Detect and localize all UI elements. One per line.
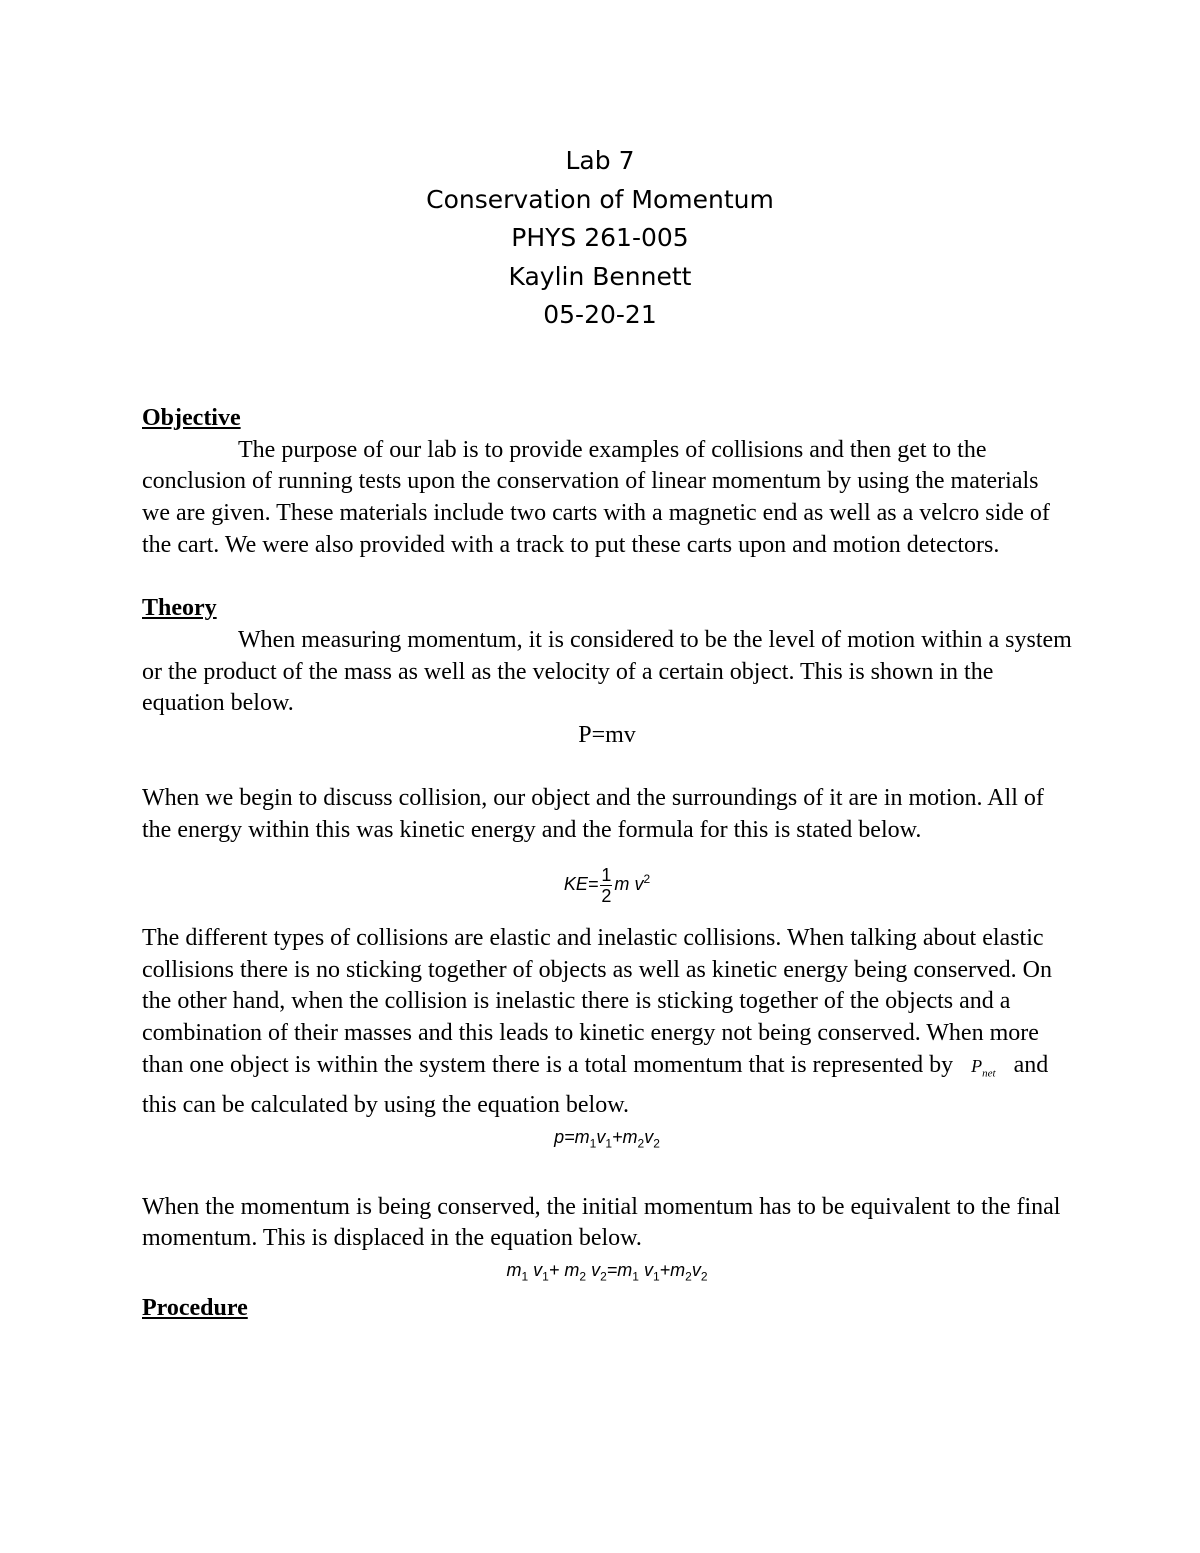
ke-numerator: 1 [601,864,612,885]
theory-paragraph-1: When measuring momentum, it is considered to be the level of motion within a system or the product of the mass as well as the velocity of a certain object. This is shown in the equation below. [142,626,1072,717]
procedure-heading: Procedure [142,1295,248,1322]
eq3-m2: m [622,1126,638,1147]
eq4-m1a: m [506,1260,522,1281]
eq4-sub-a: 1 [521,1269,529,1284]
author-name: Kaylin Bennett [508,261,692,291]
eq4-v1a: v [533,1260,543,1281]
ke-denominator: 2 [601,885,612,906]
eq4-plus2: + [659,1260,671,1281]
kinetic-energy-equation [142,847,1072,911]
eq3-sub3: 2 [637,1136,645,1151]
eq3-plus: + [612,1126,623,1147]
eq4-sub-b: 1 [542,1269,549,1284]
eq4-plus1: + [548,1260,565,1281]
ke-lhs: KE= [563,873,599,894]
momentum-equation: P=mv [578,722,636,749]
eq4-m2a: m [564,1260,580,1281]
lab-title: Conservation of Momentum [426,184,774,214]
pnet-subscript: net [982,1067,996,1080]
eq3-v2: v [644,1126,654,1147]
report-date: 05-20-21 [543,300,657,329]
eq4-sub-h: 2 [700,1269,708,1284]
theory-paragraph-2: When we begin to discuss collision, our object and the surroundings of it are in motion. All of the energy within this was kinetic energy and the formula for this is stated below. [142,785,1044,844]
ke-fraction [600,865,612,906]
pnet-symbol [971,1055,996,1080]
ke-mass: m [614,873,630,894]
pnet-letter: P [971,1055,983,1076]
eq4-sub-d: 2 [600,1269,607,1284]
theory-paragraph-3b: and this can be calculated by using the equation below. [142,1051,1049,1118]
objective-text: The purpose of our lab is to provide examples of collisions and then get to the conclusion of running tests upon the conservation of linear momentum by using the materials we are given. These materials include two carts with a magnetic end as well as a velcro side of the cart. We were also provided with a track to put these carts upon and motion detectors. [142,436,1050,558]
eq4-sub-c: 2 [579,1269,587,1284]
report-body [142,403,1072,1325]
eq4-m2b: m [670,1260,686,1281]
eq3-sub2: 1 [605,1136,612,1151]
theory-paragraph-3a: The different types of collisions are elastic and inelastic collisions. When talking about elastic collisions there is no sticking together of objects as well as kinetic energy being conserved. On the other hand, when the collision is inelastic there is sticking together of the objects and a combination of their masses and this leads to kinetic energy not being conserved. When more than one object is within the system there is a total momentum that is represented by [142,924,1052,1078]
ke-exponent: 2 [643,871,651,886]
lab-number: Lab 7 [565,146,635,175]
eq3-sub4: 2 [653,1136,660,1151]
eq4-sub-f: 1 [652,1269,660,1284]
title-block [0,142,1200,335]
eq3-m1: m [574,1126,590,1147]
eq4-v1b: v [643,1260,653,1281]
conservation-equation [142,1255,1072,1293]
course-code: PHYS 261-005 [511,223,689,252]
eq4-m1b: m [617,1260,633,1281]
eq4-sub-e: 1 [632,1269,639,1284]
eq3-p: p= [554,1126,575,1147]
eq4-v2b: v [691,1260,701,1281]
eq4-sub-g: 2 [685,1269,692,1284]
theory-heading: Theory [142,595,217,622]
eq4-v2a: v [591,1260,601,1281]
total-momentum-equation [142,1122,1072,1160]
objective-heading: Objective [142,405,241,431]
eq3-v1: v [596,1126,606,1147]
theory-paragraph-4: When the momentum is being conserved, the initial momentum has to be equivalent to the final momentum. This is displaced in the equation below. [142,1193,1061,1252]
eq3-sub1: 1 [589,1136,597,1151]
ke-velocity: v [634,873,644,894]
theory-paragraph-3 [142,923,1072,1122]
eq4-equals: = [606,1260,618,1281]
